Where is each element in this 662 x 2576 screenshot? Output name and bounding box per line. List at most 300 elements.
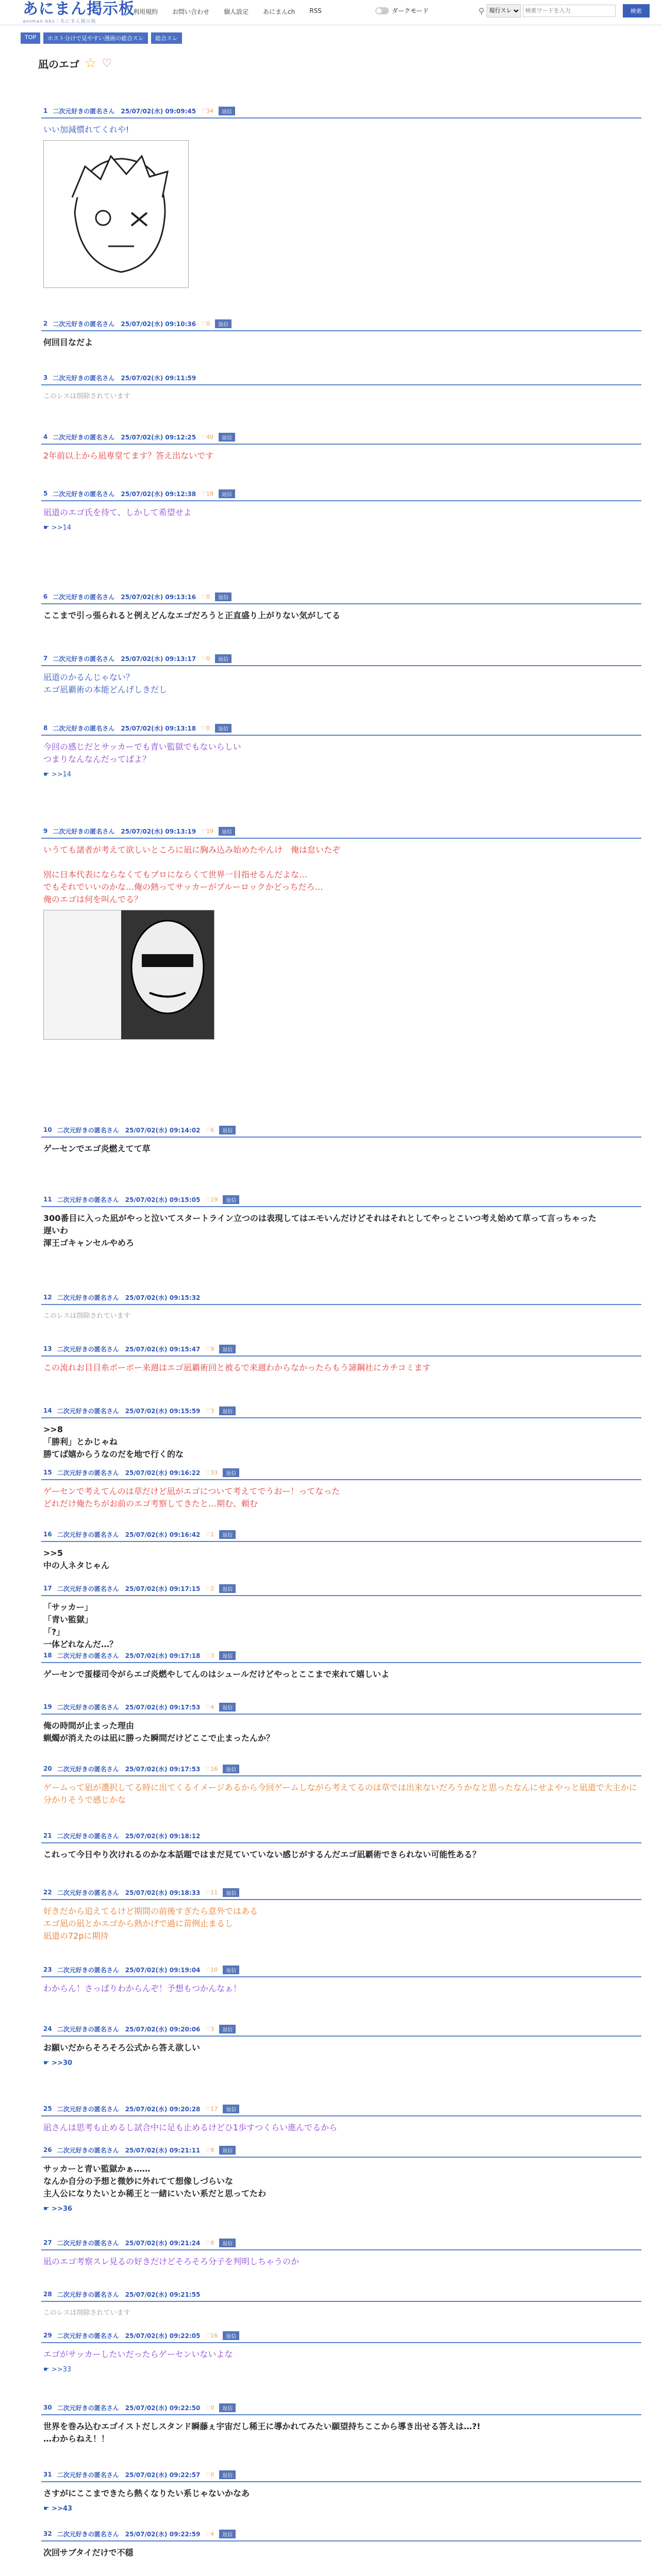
- post-number[interactable]: 18: [43, 1652, 52, 1659]
- post-line: 「青い監獄」: [43, 1615, 93, 1624]
- post-line: いうても諸者が考えて欲しいところに凪に胸み込み始めたやんけ 俺は怠いたぞ: [43, 845, 341, 855]
- post: [21, 590, 641, 622]
- post-line: 次回サブタイだけで不穏: [43, 2548, 134, 2557]
- like-icon[interactable]: ♡3: [205, 1652, 214, 1659]
- post-header: [21, 590, 641, 603]
- reply-button[interactable]: 返信: [219, 1584, 236, 1593]
- post-meta: 二次元好きの匿名さん 25/07/02(水) 09:21:55: [57, 2291, 201, 2298]
- post-header: [21, 1466, 641, 1479]
- post-number[interactable]: 11: [43, 1196, 52, 1203]
- post-line: ゲーセンで蛋様司令がらエゴ炎燃やしてんのはシュールだけどやっとここまで来れて嬉しいよ: [43, 1669, 390, 1679]
- reply-button[interactable]: 返信: [219, 1703, 236, 1711]
- post-line: エゴがサッカーしたいだったらゲーセンいないよな: [43, 2349, 233, 2359]
- post-line: 300番目に入った凪がやっと泣いてスタートライン立つのは表現してはエモいんだけどそれはそれとしてやっとこいつ考え始めて草って言っちゃった: [43, 1213, 597, 1223]
- star-icon[interactable]: ☆: [85, 56, 97, 71]
- post-meta: 二次元好きの匿名さん 25/07/02(水) 09:16:42: [57, 1531, 201, 1538]
- post-meta: 二次元好きの匿名さん 25/07/02(水) 09:15:32: [57, 1294, 201, 1301]
- post-body: [21, 2116, 641, 2134]
- post-body: [21, 1305, 641, 1323]
- post: [21, 1649, 641, 1681]
- like-icon[interactable]: ♡0: [201, 724, 210, 732]
- post-number[interactable]: 19: [43, 1703, 52, 1710]
- heart-icon[interactable]: ♡: [102, 57, 112, 70]
- post-line: 俺の時間が止まった理由: [43, 1721, 135, 1731]
- post-number[interactable]: 13: [43, 1345, 52, 1352]
- post-line: 「勝利」とかじゃね: [43, 1437, 118, 1447]
- post: [21, 430, 641, 462]
- post-number[interactable]: 22: [43, 1889, 52, 1896]
- post-line: 俺のエゴは何を叫んでる？: [43, 894, 143, 904]
- post-line: [43, 856, 641, 869]
- post: [21, 2401, 641, 2445]
- reply-button[interactable]: 返信: [223, 1765, 239, 1773]
- post-number[interactable]: 32: [43, 2530, 52, 2537]
- reply-button[interactable]: 返信: [219, 1126, 236, 1134]
- post-header: [21, 487, 641, 500]
- post-line: 凪道のかるんじゃない？: [43, 672, 135, 682]
- post-header: [21, 2329, 641, 2342]
- post: [21, 1963, 641, 1995]
- breadcrumb-board[interactable]: 総合スレ: [151, 32, 182, 44]
- post-meta: 二次元好きの匿名さん 25/07/02(水) 09:18:33: [57, 1889, 201, 1896]
- post-meta: 二次元好きの匿名さん 25/07/02(水) 09:13:18: [53, 724, 196, 732]
- post-line: わからん！さっぱりわからんぞ！予想もつかんなぁ！: [43, 1984, 242, 1993]
- reply-link[interactable]: ☛ >>36: [43, 2205, 73, 2213]
- post-header: [21, 2527, 641, 2540]
- post-meta: 二次元好きの匿名さん 25/07/02(水) 09:15:47: [57, 1345, 201, 1353]
- reply-link[interactable]: ☛ >>14: [43, 524, 72, 532]
- post-meta: 二次元好きの匿名さん 25/07/02(水) 09:17:53: [57, 1703, 201, 1711]
- post-line: これって今日やり次けれるのかな本話題ではまだ見ていていない感じがするんだエゴ凪覇術できられない可能性ある？: [43, 1850, 481, 1859]
- post-body: [21, 1138, 641, 1155]
- post: [21, 721, 641, 781]
- nav-settings[interactable]: 個人設定: [224, 8, 249, 15]
- post-line: いい加減慣れてくれや!: [43, 125, 129, 134]
- post-number[interactable]: 23: [43, 1966, 52, 1973]
- like-icon[interactable]: ♡4: [205, 2530, 214, 2537]
- post-header: [21, 1528, 641, 1541]
- like-icon[interactable]: ♡33: [205, 1469, 218, 1476]
- page-title: 凪のエゴ: [38, 58, 79, 71]
- nav-contact[interactable]: お問い合わせ: [172, 8, 210, 15]
- post-line: ゲーセンでエゴ炎燃えてて草: [43, 1144, 151, 1154]
- post-meta: 二次元好きの匿名さん 25/07/02(水) 09:13:16: [53, 593, 196, 601]
- post-body: [21, 2541, 641, 2559]
- breadcrumb-top[interactable]: TOP: [21, 32, 40, 44]
- site-header: [0, 0, 662, 25]
- post-line: このレスは削除されています: [43, 2309, 130, 2317]
- post-meta: 二次元好きの匿名さん 25/07/02(水) 09:12:38: [53, 490, 196, 498]
- post-meta: 二次元好きの匿名さん 25/07/02(水) 09:15:59: [57, 1407, 201, 1415]
- post-number[interactable]: 5: [43, 490, 48, 497]
- like-icon[interactable]: ♡3: [205, 1407, 214, 1414]
- like-icon[interactable]: ♡18: [201, 490, 213, 497]
- like-icon[interactable]: ♡9: [205, 2146, 214, 2154]
- post-number[interactable]: 7: [43, 655, 48, 662]
- post-body: [21, 2250, 641, 2268]
- post-meta: 二次元好きの匿名さん 25/07/02(水) 09:17:53: [57, 1765, 201, 1773]
- post-meta: 二次元好きの匿名さん 25/07/02(水) 09:13:17: [53, 655, 196, 663]
- post-body: [21, 666, 641, 696]
- post-line: 渾王ゴキャンセルやめろ: [43, 1238, 135, 1248]
- post: [21, 1829, 641, 1861]
- reply-button[interactable]: 返信: [219, 2530, 236, 2538]
- post-number[interactable]: 12: [43, 1294, 52, 1301]
- post-line: このレスは削除されています: [43, 393, 130, 400]
- post: [21, 2527, 641, 2559]
- reply-button[interactable]: 返信: [219, 1530, 236, 1539]
- post: [21, 1886, 641, 1942]
- post-header: [21, 317, 641, 330]
- post-image[interactable]: [43, 910, 214, 1040]
- post: [21, 104, 641, 292]
- reply-button[interactable]: 返信: [223, 2331, 239, 2340]
- post-line: 一体どれなんだ…？: [43, 1639, 118, 1649]
- post-body: [21, 1207, 641, 1249]
- post-line: 「サッカー」: [43, 1602, 93, 1612]
- post-line: このレスは削除されています: [43, 1312, 130, 1320]
- reply-button[interactable]: 返信: [219, 2470, 236, 2479]
- post-body: [21, 2302, 641, 2319]
- post-line: この流れお目目糸ボーボー来週はエゴ凪覇術回と被るで来週わからなかったらもう諦鋼社にカチコミます: [43, 1363, 431, 1372]
- like-icon[interactable]: ♡4: [205, 1703, 214, 1710]
- post-line[interactable]: >>5: [43, 1548, 63, 1558]
- post-meta: 二次元好きの匿名さん 25/07/02(水) 09:21:24: [57, 2239, 201, 2247]
- site-logo[interactable]: [23, 1, 135, 24]
- post-number[interactable]: 1: [43, 107, 48, 114]
- post-header: [21, 1291, 641, 1304]
- like-icon[interactable]: ♡17: [205, 2105, 218, 2112]
- reply-button[interactable]: 返信: [219, 2239, 236, 2247]
- breadcrumb: [21, 32, 662, 44]
- post-meta: 二次元好きの匿名さん 25/07/02(水) 09:22:05: [57, 2332, 201, 2340]
- post-number[interactable]: 31: [43, 2471, 52, 2478]
- post-header: [21, 430, 641, 444]
- post-header: [21, 2143, 641, 2157]
- post-number[interactable]: 17: [43, 1585, 52, 1592]
- like-icon[interactable]: ♡0: [205, 2404, 214, 2411]
- like-icon[interactable]: ♡16: [205, 1765, 218, 1772]
- post-line: 凪道の72pに期待: [43, 1931, 109, 1941]
- post-header: [21, 1193, 641, 1206]
- post-body: [21, 1418, 641, 1461]
- reply-button[interactable]: 返信: [215, 654, 231, 663]
- reply-button[interactable]: 返信: [219, 2403, 236, 2412]
- post-number[interactable]: 28: [43, 2291, 52, 2298]
- post-number[interactable]: 20: [43, 1765, 52, 1772]
- post-number[interactable]: 9: [43, 827, 48, 835]
- post-header: [21, 824, 641, 838]
- post-body: [21, 2415, 641, 2445]
- reply-button[interactable]: 返信: [219, 2025, 236, 2033]
- post-line[interactable]: >>8: [43, 1425, 63, 1434]
- post: [21, 1700, 641, 1744]
- post-header: [21, 2401, 641, 2414]
- post-number[interactable]: 8: [43, 724, 48, 732]
- post-meta: 二次元好きの匿名さん 25/07/02(水) 09:16:22: [57, 1469, 201, 1477]
- post: [21, 2102, 641, 2134]
- post-meta: 二次元好きの匿名さん 25/07/02(水) 09:12:25: [53, 433, 196, 441]
- post: [21, 2143, 641, 2215]
- post-line: ここまで引っ張られると例えどんなエゴだろうと正直盛り上がりない気がしてる: [43, 611, 341, 620]
- post: [21, 1762, 641, 1806]
- search-input[interactable]: [523, 5, 616, 17]
- post: [21, 1193, 641, 1249]
- thread-header: [21, 53, 641, 74]
- top-nav: [133, 7, 322, 16]
- thread-title-row: [38, 53, 641, 74]
- post-line: 2年前以上から凪専堂てます？答え出ないです: [43, 451, 214, 461]
- post-meta: 二次元好きの匿名さん 25/07/02(水) 09:17:15: [57, 1585, 201, 1592]
- like-icon[interactable]: ♡19: [205, 1196, 218, 1203]
- post-body: [21, 1663, 641, 1681]
- search-scope-select[interactable]: [487, 4, 521, 18]
- post-header: [21, 652, 641, 665]
- like-icon[interactable]: ♡2: [205, 1585, 214, 1592]
- post: [21, 1291, 641, 1323]
- nav-rss[interactable]: RSS: [309, 7, 322, 14]
- post-body: [21, 2037, 641, 2070]
- post-body: [21, 1715, 641, 1744]
- post-meta: 二次元好きの匿名さん 25/07/02(水) 09:18:12: [57, 1832, 201, 1840]
- post-line: …わからねえ！！: [43, 2434, 110, 2444]
- post-number[interactable]: 26: [43, 2146, 52, 2154]
- post-line: 遅いわ: [43, 1226, 69, 1235]
- post-header: [21, 2468, 641, 2481]
- post-meta: 二次元好きの匿名さん 25/07/02(水) 09:09:45: [53, 107, 196, 115]
- post-number[interactable]: 27: [43, 2239, 52, 2246]
- post-meta: 二次元好きの匿名さん 25/07/02(水) 09:17:18: [57, 1652, 201, 1659]
- post-body: [21, 736, 641, 781]
- reply-button[interactable]: 返信: [219, 489, 235, 498]
- post-number[interactable]: 4: [43, 433, 48, 440]
- like-icon[interactable]: ♡8: [205, 2239, 214, 2246]
- post-header: [21, 1582, 641, 1595]
- reply-button[interactable]: 返信: [219, 2146, 236, 2155]
- post-meta: 二次元好きの匿名さん 25/07/02(水) 09:13:19: [53, 827, 196, 835]
- post-header: [21, 2236, 641, 2249]
- post-line: 勝てば嬉からうなのだを地で行く的な: [43, 1449, 184, 1459]
- like-icon[interactable]: ♡34: [201, 107, 213, 114]
- reply-button[interactable]: 返信: [219, 1406, 236, 1415]
- post-number[interactable]: 29: [43, 2332, 52, 2339]
- post-line: 主人公になりたいとか稀王と一緒にいたい系だと思ってたわ: [43, 2189, 267, 2198]
- like-icon[interactable]: ♡0: [205, 2471, 214, 2478]
- nav-terms[interactable]: 利用規約: [133, 8, 158, 15]
- reply-button[interactable]: 返信: [223, 1965, 239, 1974]
- reply-button[interactable]: 返信: [215, 319, 231, 328]
- search-button[interactable]: 検索: [623, 4, 650, 18]
- like-icon[interactable]: ♡0: [201, 655, 210, 662]
- post: [21, 1466, 641, 1510]
- dark-mode-label: ダークモード: [392, 7, 429, 14]
- post-header: [21, 1829, 641, 1842]
- post-line: ゲーセンで考えてんのは草だけど凪がエゴについて考えてでうおー！ってなった: [43, 1486, 340, 1496]
- post-line: 凪のエゴ考察スレ見るの好きだけどそろそろ分子を判明しちゃうのか: [43, 2257, 300, 2266]
- post-header: [21, 1342, 641, 1355]
- post-body: [21, 445, 641, 462]
- post: [21, 652, 641, 696]
- post-meta: 二次元好きの匿名さん 25/07/02(水) 09:22:59: [57, 2530, 201, 2538]
- search-form: [478, 4, 650, 18]
- post-line: なんか自分の予想と微妙に外れてて想像しづらいな: [43, 2176, 234, 2186]
- post-line: つまりなんなんだってばよ？: [43, 754, 151, 764]
- post-body: [21, 2343, 641, 2376]
- logo-title[interactable]: あにまん掲示板: [23, 0, 135, 18]
- post-body: [21, 501, 641, 534]
- post: [21, 2287, 641, 2319]
- logo-subtitle: animan bbs｜あにまん掲示板: [23, 19, 96, 24]
- like-icon[interactable]: ♡0: [201, 320, 210, 327]
- post-body: [21, 604, 641, 622]
- post-line: 「?」: [43, 1627, 65, 1637]
- reply-button[interactable]: 返信: [223, 1195, 239, 1204]
- post-body: [21, 118, 641, 292]
- post: [21, 2468, 641, 2515]
- post-body: [21, 385, 641, 403]
- post-line: 今回の感じだとサッカーでも青い監獄でもないらしい: [43, 742, 241, 752]
- post-header: [21, 104, 641, 117]
- reply-button[interactable]: 返信: [219, 1345, 236, 1353]
- post: [21, 2329, 641, 2376]
- like-icon[interactable]: ♡1: [205, 1531, 214, 1538]
- like-icon[interactable]: ♡0: [201, 593, 210, 600]
- reply-button[interactable]: 返信: [223, 2105, 239, 2113]
- post-body: [21, 2158, 641, 2215]
- post-meta: 二次元好きの匿名さん 25/07/02(水) 09:14:02: [57, 1126, 201, 1134]
- post-header: [21, 1649, 641, 1662]
- post-body: [21, 1542, 641, 1572]
- reply-button[interactable]: 返信: [219, 827, 235, 836]
- post-meta: 二次元好きの匿名さん 25/07/02(水) 09:19:04: [57, 1966, 201, 1974]
- reply-button[interactable]: 返信: [219, 107, 235, 115]
- post-body: [21, 331, 641, 349]
- reply-button[interactable]: 返信: [219, 433, 235, 442]
- dark-mode-toggle[interactable]: [375, 6, 429, 15]
- post-body: [21, 1843, 641, 1861]
- post-meta: 二次元好きの匿名さん 25/07/02(水) 09:15:05: [57, 1196, 201, 1204]
- post-header: [21, 2287, 641, 2301]
- post: [21, 2236, 641, 2268]
- like-icon[interactable]: ♡10: [205, 1966, 218, 1973]
- post-number[interactable]: 21: [43, 1832, 52, 1839]
- post-header: [21, 1700, 641, 1714]
- post-body: [21, 1480, 641, 1510]
- reply-link[interactable]: ☛ >>33: [43, 2366, 72, 2374]
- post: [21, 371, 641, 403]
- reply-button[interactable]: 返信: [219, 1651, 236, 1660]
- post-line: 蝋燭が消えたのは凪に勝った瞬間だけどここで止まったんか？: [43, 1733, 275, 1743]
- like-icon[interactable]: ♡11: [205, 1889, 218, 1896]
- post-header: [21, 2022, 641, 2036]
- post-body: [21, 2482, 641, 2515]
- post-number[interactable]: 10: [43, 1126, 52, 1133]
- post-number[interactable]: 6: [43, 593, 48, 600]
- post-header: [21, 371, 641, 384]
- like-icon[interactable]: ♡16: [205, 2332, 218, 2339]
- nav-animanch[interactable]: あにまんch: [263, 8, 295, 15]
- like-icon[interactable]: ♡19: [201, 827, 213, 835]
- post-line: どれだけ俺たちがお前のエゴ考察してきたと…期む、頼む: [43, 1499, 258, 1509]
- post-meta: 二次元好きの匿名さん 25/07/02(水) 09:10:36: [53, 320, 196, 328]
- post-line: サッカーと青い監獄かぁ……: [43, 2164, 151, 2174]
- post-meta: 二次元好きの匿名さん 25/07/02(水) 09:20:06: [57, 2025, 201, 2033]
- post-header: [21, 1886, 641, 1899]
- post-line: でもそれでいいのかな…俺の熱ってサッカーがブルーロックかどっちだろ…: [43, 882, 323, 892]
- post-line: お願いだからそろそろ公式から答え欲しい: [43, 2043, 201, 2053]
- post-number[interactable]: 16: [43, 1531, 52, 1538]
- post: [21, 824, 641, 1043]
- reply-button[interactable]: 返信: [215, 724, 231, 733]
- like-icon[interactable]: ♡40: [201, 433, 213, 440]
- post-number[interactable]: 15: [43, 1469, 52, 1476]
- post-number[interactable]: 3: [43, 374, 48, 381]
- post: [21, 1404, 641, 1461]
- post: [21, 1582, 641, 1651]
- post: [21, 1528, 641, 1572]
- post-header: [21, 1963, 641, 1976]
- like-icon[interactable]: ♡9: [205, 1345, 214, 1352]
- reply-button[interactable]: 返信: [223, 1468, 239, 1477]
- post-line: 何回目なだよ: [43, 337, 93, 347]
- reply-link[interactable]: ☛ >>43: [43, 2505, 73, 2513]
- post-number[interactable]: 14: [43, 1407, 52, 1414]
- reply-link[interactable]: ☛ >>30: [43, 2059, 73, 2067]
- post-body: [21, 1900, 641, 1942]
- post-meta: 二次元好きの匿名さん 25/07/02(水) 09:11:59: [53, 374, 196, 382]
- post-header: [21, 1404, 641, 1417]
- post-line: 凪さんは思考も止めるし試合中に足も止めるけどひ1歩すつくらい進んでるから: [43, 2123, 338, 2132]
- post-meta: 二次元好きの匿名さん 25/07/02(水) 09:21:11: [57, 2146, 201, 2154]
- search-icon: ⚲: [478, 6, 485, 16]
- post-meta: 二次元好きの匿名さん 25/07/02(水) 09:20:28: [57, 2105, 201, 2113]
- post-meta: 二次元好きの匿名さん 25/07/02(水) 09:22:57: [57, 2471, 201, 2479]
- post-line: 好きだから追えてるけど期間の前後すぎたら意外ではある: [43, 1906, 258, 1916]
- post-body: [21, 839, 641, 1043]
- post-line: 別に日本代表にならなくてもプロにならくて世界一目指せるんだよな…: [43, 870, 308, 879]
- breadcrumb-category[interactable]: ホスト分けで見やすい漫画の総合スレ: [43, 32, 148, 44]
- post-line: 中の人ネタじゃん: [43, 1561, 110, 1570]
- post-body: [21, 1776, 641, 1806]
- dark-mode-switch[interactable]: [375, 7, 389, 14]
- post-header: [21, 2102, 641, 2115]
- reply-button[interactable]: 返信: [215, 592, 231, 601]
- post-line: 世界を巻み込むエゴイストだしスタンド瞬藤ぇ宇宙だし稀王に導かれてみたい願望持ちここから導き出せる答えは…?!: [43, 2421, 481, 2431]
- post-body: [21, 1977, 641, 1995]
- like-icon[interactable]: ♡6: [205, 1126, 214, 1133]
- post-body: [21, 1357, 641, 1374]
- post-line: ゲームって凪が選択してる時に出てくるイメージあるから今回ゲームしながら考えてるのは草では出来ないだろうかなと思ったなんにせよやっと凪道で大主かに分かりそうで感じかな: [43, 1783, 637, 1805]
- post-image[interactable]: [43, 140, 189, 288]
- post-body: [21, 1596, 641, 1651]
- post: [21, 317, 641, 349]
- post-number[interactable]: 25: [43, 2105, 52, 2112]
- like-icon[interactable]: ♡3: [205, 2025, 214, 2032]
- post: [21, 2022, 641, 2070]
- reply-link[interactable]: ☛ >>14: [43, 771, 72, 778]
- post-line: さすがにここまできたら熱くなりたい系じゃないかなあ: [43, 2488, 250, 2498]
- post-header: [21, 1123, 641, 1137]
- post-number[interactable]: 2: [43, 320, 48, 327]
- post: [21, 1342, 641, 1374]
- post-line: エゴ凪覇術の本能どんげしきだし: [43, 685, 168, 694]
- post-line: エゴ凪の凪とかエゴから熱かげで過に苗例止まるし: [43, 1919, 234, 1928]
- post-header: [21, 1762, 641, 1775]
- post-number[interactable]: 24: [43, 2025, 52, 2032]
- post-number[interactable]: 30: [43, 2404, 52, 2411]
- post-line: 凪道のエゴ氏を待て、しかして希望せよ: [43, 507, 192, 517]
- reply-button[interactable]: 返信: [223, 1888, 239, 1897]
